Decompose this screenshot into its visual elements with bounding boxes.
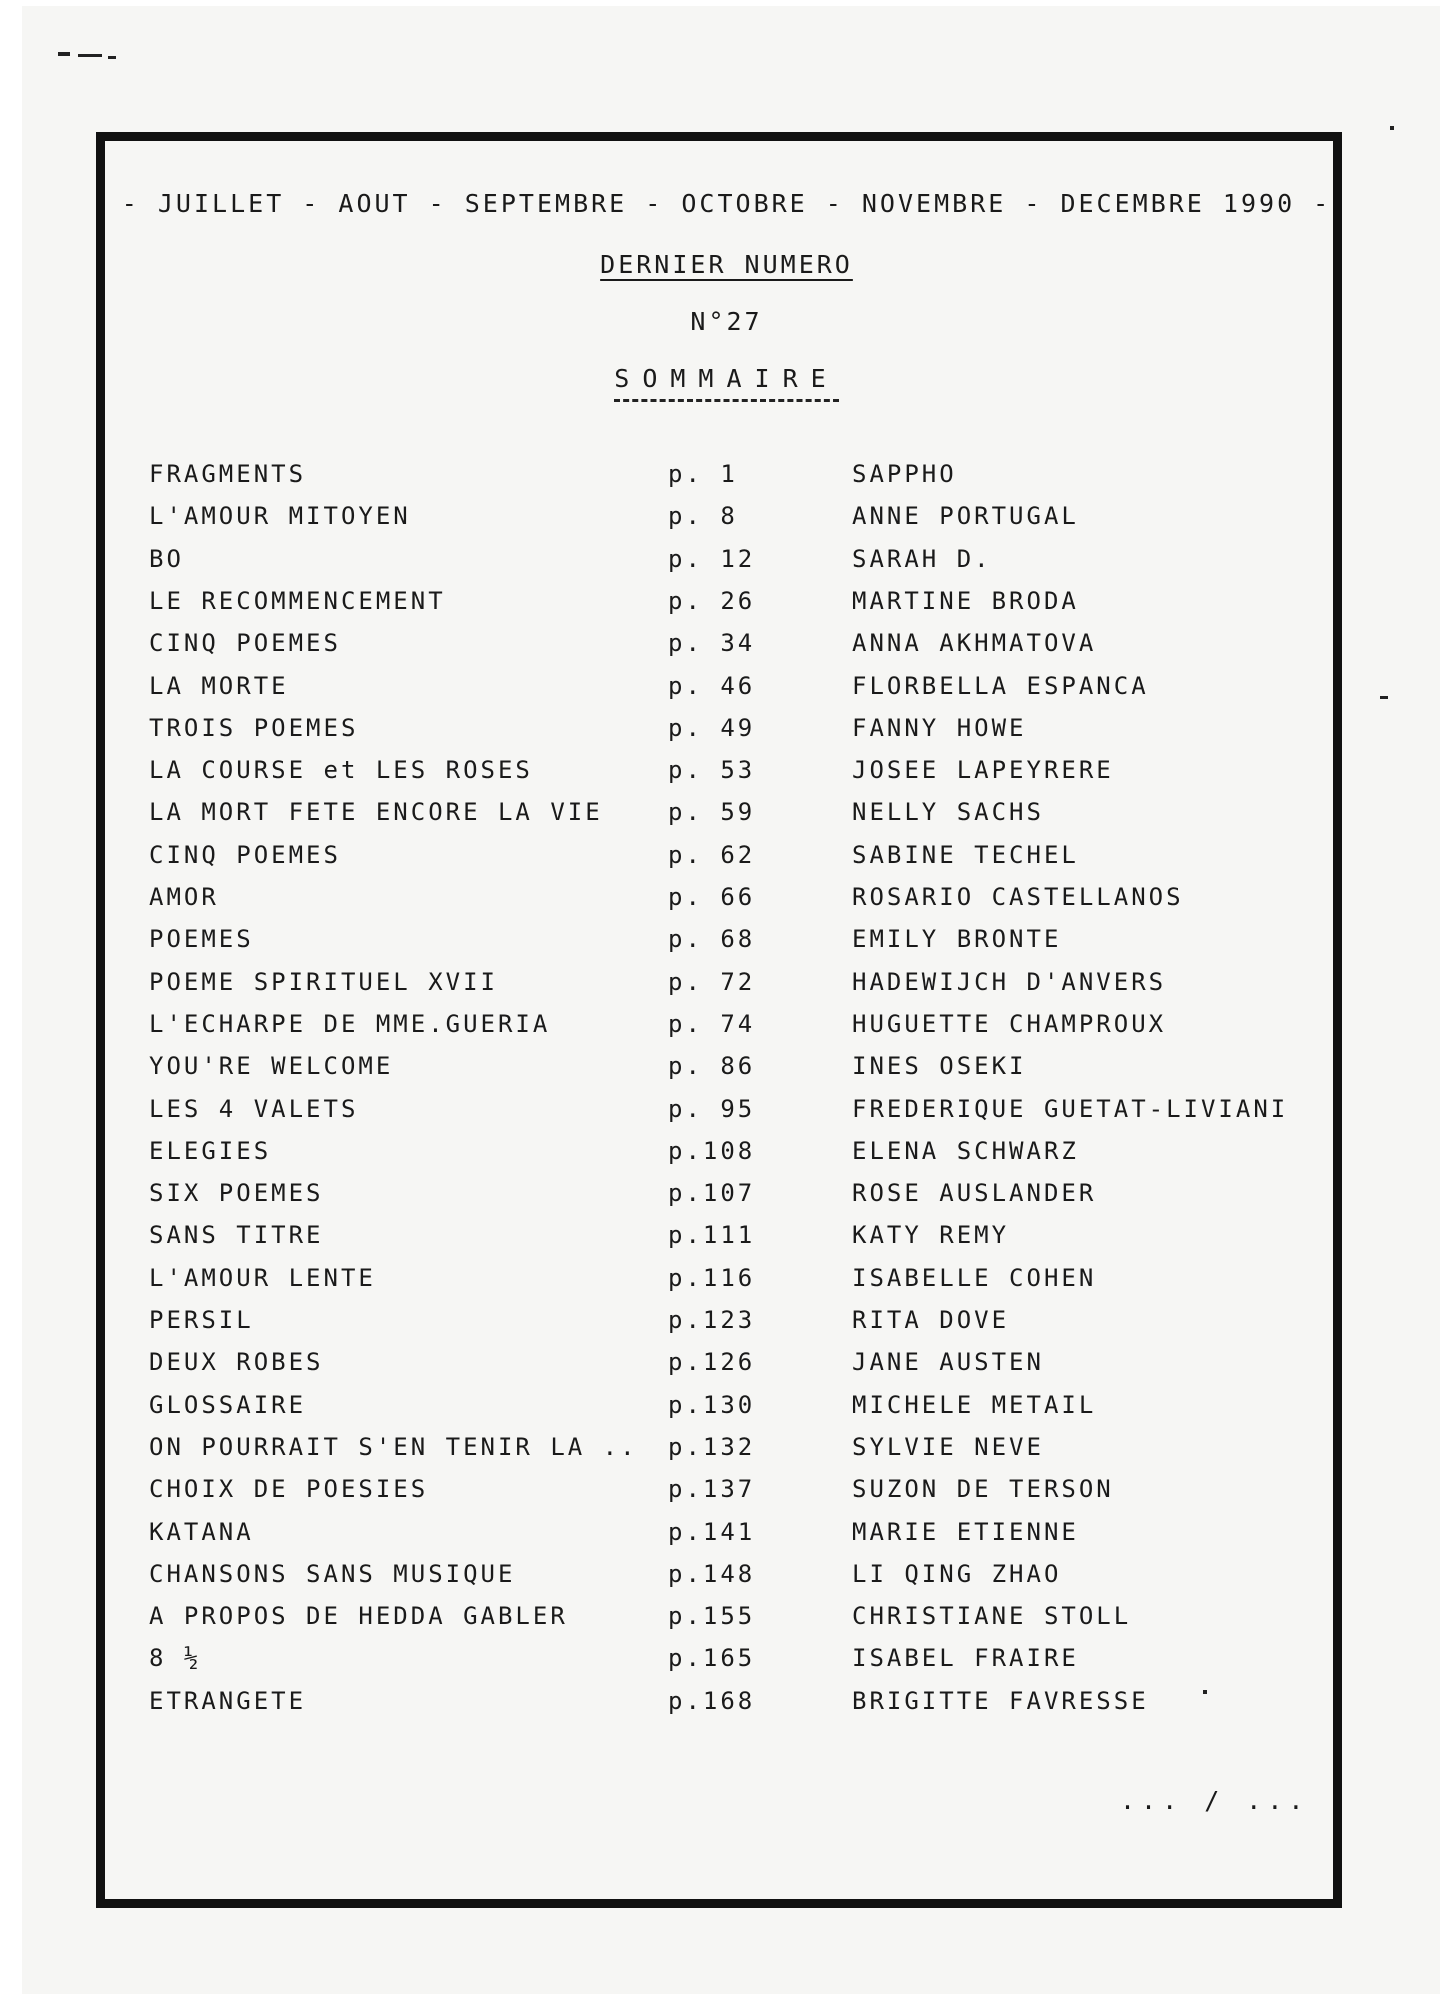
toc-author: CHRISTIANE STOLL	[852, 1602, 1132, 1631]
toc-author: MARTINE BRODA	[852, 586, 1079, 615]
toc-title: FRAGMENTS	[149, 460, 307, 488]
toc-page: p. 53	[668, 756, 756, 785]
toc-author: INES OSEKI	[852, 1052, 1027, 1081]
toc-row	[0, 1010, 1453, 1044]
issue-dates: - JUILLET - AOUT - SEPTEMBRE - OCTOBRE - NOVEMBRE - DECEMBRE 1990 -	[121, 189, 1332, 218]
continuation-mark: ... / ...	[1120, 1786, 1310, 1815]
toc-row	[0, 1475, 1453, 1509]
toc-author: NELLY SACHS	[852, 798, 1044, 827]
toc-row	[0, 672, 1453, 706]
toc-author: ELENA SCHWARZ	[852, 1136, 1079, 1165]
scan-speck	[78, 54, 102, 57]
toc-author: RITA DOVE	[852, 1306, 1010, 1334]
toc-row	[0, 1433, 1453, 1467]
toc-title: CINQ POEMES	[149, 629, 341, 658]
toc-page: p.126	[668, 1348, 756, 1377]
toc-title: SANS TITRE	[149, 1221, 324, 1250]
toc-page: p.116	[668, 1263, 756, 1292]
toc-title: GLOSSAIRE	[149, 1390, 307, 1419]
toc-title: POEMES	[149, 925, 254, 954]
toc-author: SABINE TECHEL	[852, 840, 1079, 869]
toc-page: p.130	[668, 1390, 756, 1419]
toc-title: 8 ½	[149, 1644, 202, 1673]
toc-row	[0, 714, 1453, 748]
toc-author: ROSARIO CASTELLANOS	[852, 883, 1184, 911]
issue-number: N°27	[690, 307, 763, 336]
toc-title: ELEGIES	[149, 1136, 272, 1165]
toc-row	[0, 1644, 1453, 1678]
toc-author: LI QING ZHAO	[852, 1559, 1062, 1588]
toc-title: YOU'RE WELCOME	[149, 1052, 394, 1081]
toc-row	[0, 1687, 1453, 1721]
toc-title: ETRANGETE	[149, 1686, 307, 1715]
toc-row	[0, 841, 1453, 875]
toc-title: POEME SPIRITUEL XVII	[149, 967, 498, 996]
scan-speck	[1390, 126, 1394, 130]
toc-title: AMOR	[149, 883, 219, 911]
toc-title: KATANA	[149, 1517, 254, 1546]
toc-row	[0, 1221, 1453, 1255]
toc-author: FREDERIQUE GUETAT-LIVIANI	[852, 1094, 1289, 1123]
toc-author: FLORBELLA ESPANCA	[852, 671, 1149, 700]
toc-page: p. 95	[668, 1094, 756, 1123]
toc-page: p.141	[668, 1517, 756, 1546]
toc-page: p. 59	[668, 798, 756, 827]
toc-page: p. 74	[668, 1009, 756, 1038]
toc-row	[0, 460, 1453, 494]
section-title	[0, 364, 1453, 402]
toc-row	[0, 545, 1453, 579]
toc-title: LES 4 VALETS	[149, 1094, 359, 1123]
toc-page: p. 49	[668, 713, 756, 742]
toc-row	[0, 1095, 1453, 1129]
toc-author: ANNE PORTUGAL	[852, 502, 1079, 531]
toc-title: DEUX ROBES	[149, 1348, 324, 1377]
scan-speck	[108, 56, 116, 59]
toc-row	[0, 925, 1453, 959]
toc-author: ISABELLE COHEN	[852, 1263, 1097, 1292]
toc-row	[0, 587, 1453, 621]
toc-author: JOSEE LAPEYRERE	[852, 756, 1114, 785]
toc-author: BRIGITTE FAVRESSE	[852, 1686, 1149, 1715]
toc-title: CHANSONS SANS MUSIQUE	[149, 1559, 516, 1588]
toc-row	[0, 1518, 1453, 1552]
toc-title: PERSIL	[149, 1306, 254, 1334]
toc-author: HADEWIJCH D'ANVERS	[852, 967, 1167, 996]
toc-author: EMILY BRONTE	[852, 925, 1062, 954]
toc-page: p. 12	[668, 544, 756, 573]
toc-page: p.111	[668, 1221, 756, 1250]
toc-page: p. 68	[668, 925, 756, 954]
toc-author: ANNA AKHMATOVA	[852, 629, 1097, 658]
toc-title: LA MORTE	[149, 671, 289, 700]
toc-page: p. 34	[668, 629, 756, 658]
toc-row	[0, 968, 1453, 1002]
toc-title: LA COURSE et LES ROSES	[149, 756, 533, 785]
toc-page: p. 1	[668, 460, 738, 488]
toc-page: p.132	[668, 1432, 756, 1461]
toc-title: BO	[149, 544, 184, 573]
toc-row	[0, 756, 1453, 790]
toc-page: p.137	[668, 1475, 756, 1504]
scan-speck	[58, 52, 70, 56]
toc-row	[0, 1602, 1453, 1636]
toc-author: SUZON DE TERSON	[852, 1475, 1114, 1504]
toc-title: L'ECHARPE DE MME.GUERIA	[149, 1009, 551, 1038]
section-title-text: SOMMAIRE	[614, 364, 838, 402]
toc-author: SARAH D.	[852, 544, 992, 573]
toc-title: L'AMOUR MITOYEN	[149, 502, 411, 531]
toc-author: FANNY HOWE	[852, 713, 1027, 742]
toc-title: LA MORT FETE ENCORE LA VIE	[149, 798, 603, 827]
subtitle	[0, 250, 1453, 279]
toc-page: p.168	[668, 1686, 756, 1715]
toc-row	[0, 1306, 1453, 1340]
toc-row	[0, 883, 1453, 917]
toc-row	[0, 502, 1453, 536]
toc-page: p.107	[668, 1179, 756, 1208]
toc-page: p. 8	[668, 502, 738, 531]
toc-author: MARIE ETIENNE	[852, 1517, 1079, 1546]
toc-page: p.108	[668, 1136, 756, 1165]
toc-page: p. 72	[668, 967, 756, 996]
toc-row	[0, 1137, 1453, 1171]
subtitle-text: DERNIER NUMERO	[600, 250, 853, 279]
toc-page: p.155	[668, 1602, 756, 1631]
toc-author: KATY REMY	[852, 1221, 1010, 1250]
toc-row	[0, 1179, 1453, 1213]
toc-row	[0, 798, 1453, 832]
toc-row	[0, 1052, 1453, 1086]
toc-author: SYLVIE NEVE	[852, 1432, 1044, 1461]
toc-page: p. 26	[668, 586, 756, 615]
toc-author: JANE AUSTEN	[852, 1348, 1044, 1377]
toc-author: ROSE AUSLANDER	[852, 1179, 1097, 1208]
toc-row	[0, 1348, 1453, 1382]
toc-row	[0, 1560, 1453, 1594]
toc-page: p.165	[668, 1644, 756, 1673]
toc-page: p.148	[668, 1559, 756, 1588]
toc-title: TROIS POEMES	[149, 713, 359, 742]
toc-page: p. 46	[668, 671, 756, 700]
toc-title: L'AMOUR LENTE	[149, 1263, 376, 1292]
toc-title: A PROPOS DE HEDDA GABLER	[149, 1602, 568, 1631]
toc-author: ISABEL FRAIRE	[852, 1644, 1079, 1673]
toc-title: CINQ POEMES	[149, 840, 341, 869]
toc-author: MICHELE METAIL	[852, 1390, 1097, 1419]
toc-page: p.123	[668, 1306, 756, 1334]
toc-page: p. 66	[668, 883, 756, 911]
toc-title: CHOIX DE POESIES	[149, 1475, 429, 1504]
toc-author: SAPPHO	[852, 460, 957, 488]
toc-page: p. 62	[668, 840, 756, 869]
toc-page: p. 86	[668, 1052, 756, 1081]
toc-row	[0, 1264, 1453, 1298]
toc-title: LE RECOMMENCEMENT	[149, 586, 446, 615]
toc-title: SIX POEMES	[149, 1179, 324, 1208]
toc-row	[0, 1391, 1453, 1425]
toc-author: HUGUETTE CHAMPROUX	[852, 1009, 1167, 1038]
toc-row	[0, 629, 1453, 663]
toc-title: ON POURRAIT S'EN TENIR LA ..	[149, 1432, 638, 1461]
